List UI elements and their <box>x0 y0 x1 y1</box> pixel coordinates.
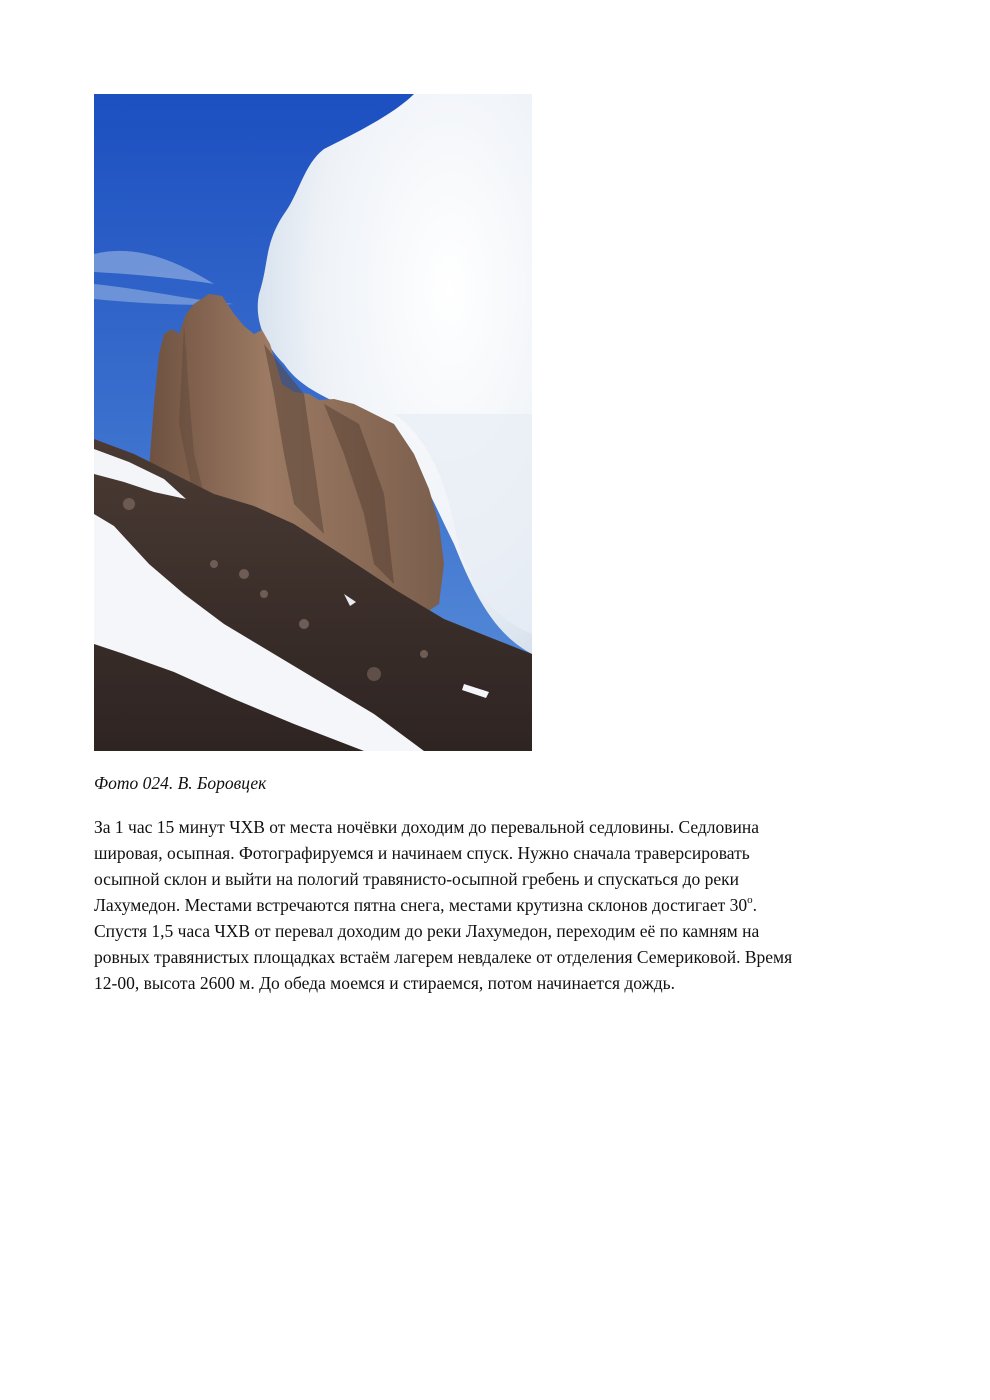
text-line: шировая, осыпная. Фотографируемся и начинаем спуск. Нужно сначала траверсировать <box>94 843 750 863</box>
stone <box>420 650 428 658</box>
mountain-photo-illustration <box>94 94 532 751</box>
stone <box>210 560 218 568</box>
mountain-photo <box>94 94 532 751</box>
line-end: . <box>752 895 758 915</box>
degree-mark: o <box>747 894 753 907</box>
text-line: Лахумедон. Местами встречаются пятна снега, местами крутизна склонов достигает 30 <box>94 895 748 915</box>
text-line: За 1 час 15 минут ЧХВ от места ночёвки доходим до перевальной седловины. Седловина <box>94 817 760 837</box>
text-line: ровных травянистых площадках встаём лагерем невдалеке от отделения Семериковой. Время <box>94 947 793 967</box>
photo-caption: Фото 024. В. Боровцек <box>94 773 267 793</box>
text-line: Спустя 1,5 часа ЧХВ от перевал доходим до реки Лахумедон, переходим её по камням на <box>94 921 760 941</box>
text-line-with-degree <box>94 892 904 918</box>
text-line: осыпной склон и выйти на пологий травянисто-осыпной гребень и спускаться до реки <box>94 869 740 889</box>
stone <box>299 619 309 629</box>
stone <box>260 590 268 598</box>
text-line: 12-00, высота 2600 м. До обеда моемся и стираемся, потом начинается дождь. <box>94 973 675 993</box>
route-description <box>94 814 904 996</box>
stone <box>239 569 249 579</box>
stone <box>123 498 135 510</box>
stone <box>367 667 381 681</box>
